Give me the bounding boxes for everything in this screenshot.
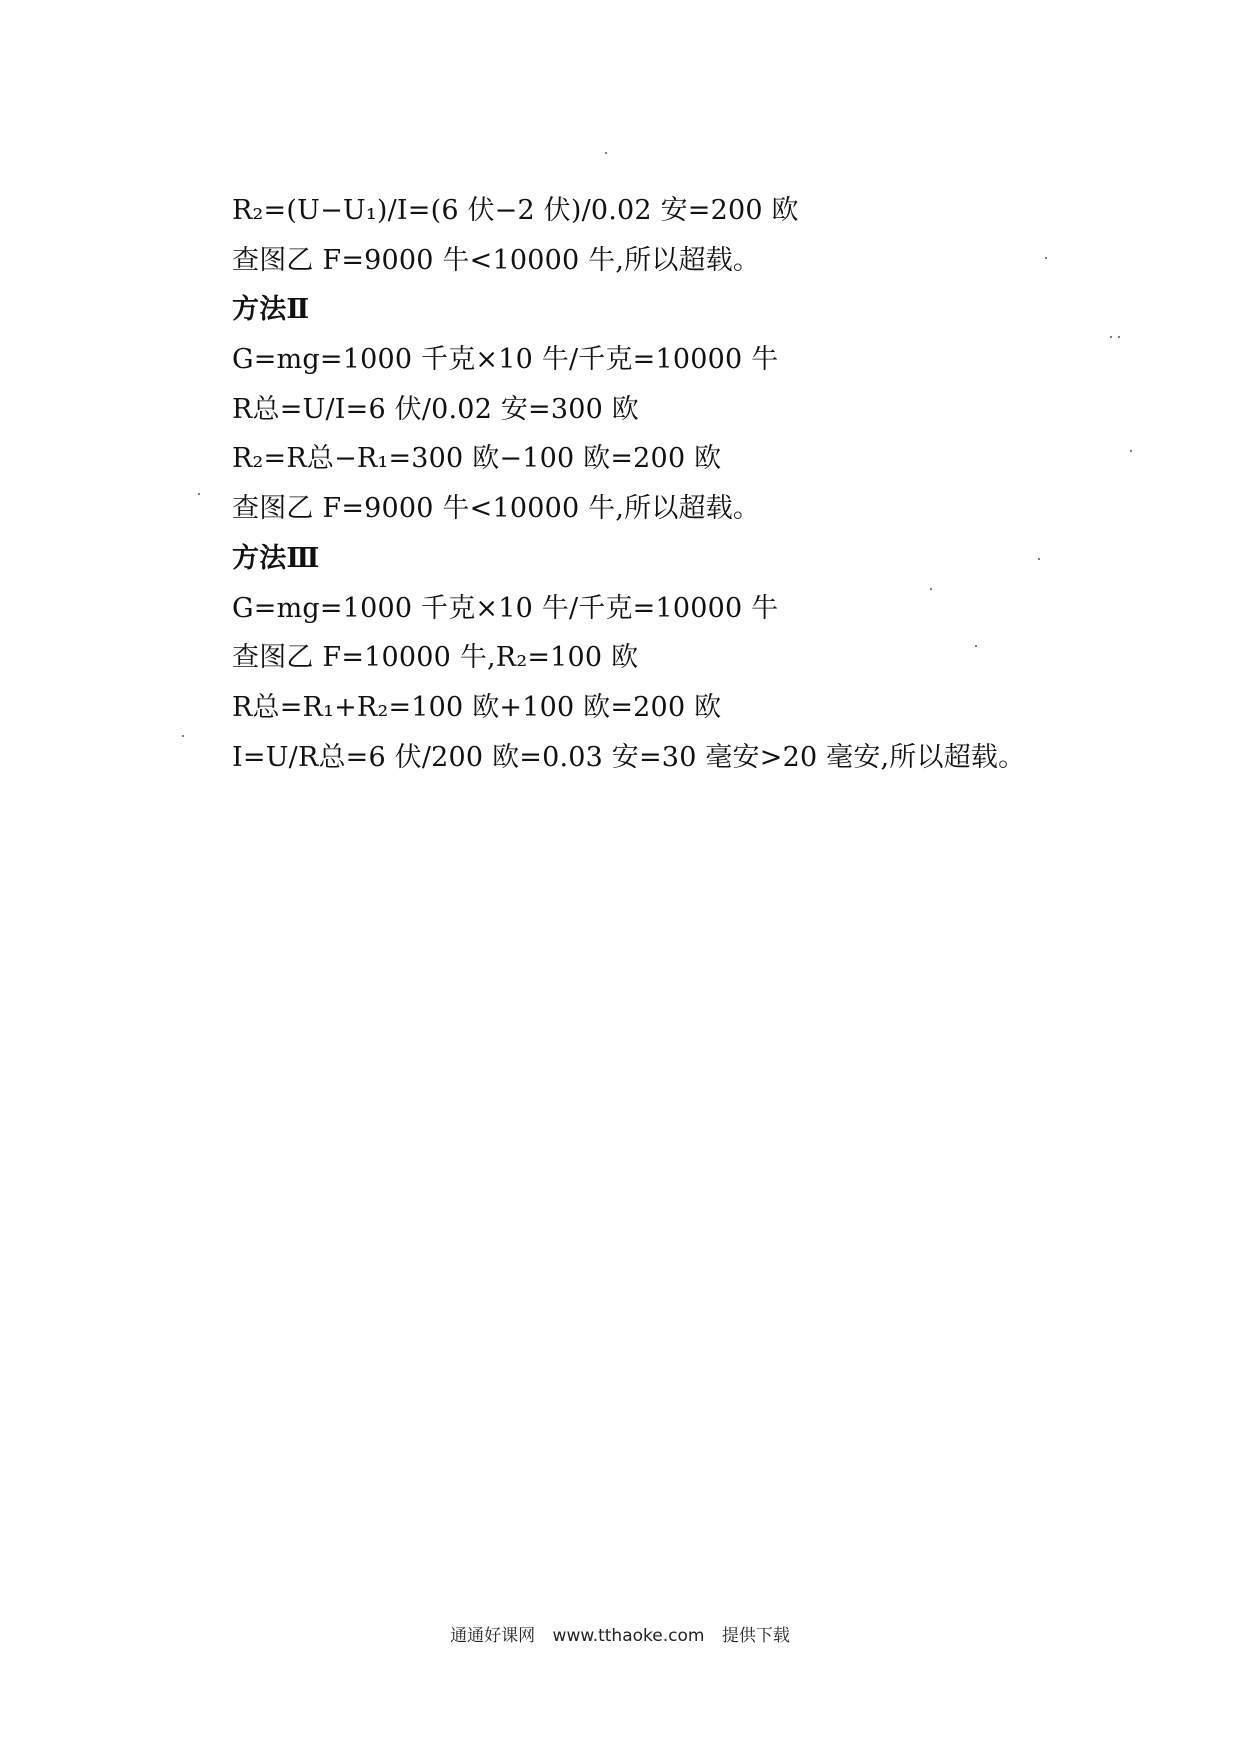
download-footer [0,1624,1240,1648]
footer-site-name: 通通好课网 [450,1626,536,1646]
equation-line-6: R总=R₁+R₂=100 欧+100 欧=200 欧 [232,691,722,723]
method-3-heading: 方法Ⅲ [232,542,320,574]
scan-speck [1110,336,1112,338]
conclusion-line-1: 查图乙 F=9000 牛<10000 牛,所以超载。 [232,244,761,276]
equation-line-4: R₂=R总−R₁=300 欧−100 欧=200 欧 [232,443,722,475]
footer-url: www.tthaoke.com [552,1626,705,1646]
solution-text [232,186,1212,782]
scan-speck [182,735,184,737]
equation-line-1: R₂=(U−U₁)/I=(6 伏−2 伏)/0.02 安=200 欧 [232,195,799,226]
conclusion-line-2: 查图乙 F=9000 牛<10000 牛,所以超载。 [232,493,761,525]
scan-speck [930,588,932,590]
scan-speck [1118,336,1120,338]
final-conclusion-line: I=U/R总=6 伏/200 欧=0.03 安=30 毫安>20 毫安,所以超载。 [232,741,1026,773]
scan-speck [1130,450,1132,452]
lookup-line: 查图乙 F=10000 牛,R₂=100 欧 [232,642,639,674]
scan-speck [1038,558,1040,560]
method-2-heading: 方法Ⅱ [232,294,310,326]
scan-speck [605,152,607,154]
scan-speck [1045,257,1047,259]
equation-line-2: G=mg=1000 千克×10 牛/千克=10000 牛 [232,344,779,376]
equation-line-3: R总=U/I=6 伏/0.02 安=300 欧 [232,393,639,425]
equation-line-5: G=mg=1000 千克×10 牛/千克=10000 牛 [232,592,779,624]
scan-speck [975,645,977,647]
footer-suffix: 提供下载 [721,1626,790,1646]
scan-speck [198,493,200,495]
